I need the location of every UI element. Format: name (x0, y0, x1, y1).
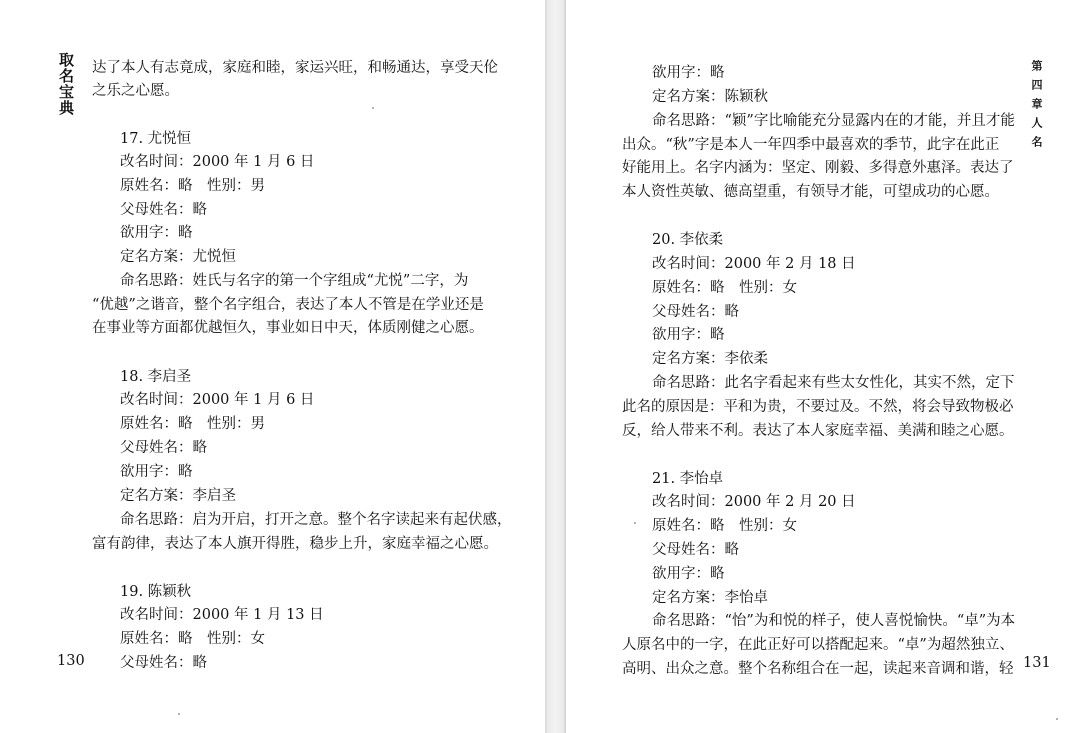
text-line: 改名时间：2000 年 2 月 20 日 (652, 494, 856, 510)
text-line: 父母姓名：略 (652, 542, 739, 558)
text-line: 命名思路：此名字看起来有些太女性化，其实不然，定下 (652, 375, 1015, 391)
text-line: 改名时间：2000 年 1 月 13 日 (120, 607, 324, 623)
text-line: 此名的原因是：平和为贵，不要过及。不然，将会导致物极必 (622, 399, 1014, 415)
text-line: 改名时间：2000 年 2 月 18 日 (652, 256, 856, 272)
entry-heading: 18. 李启圣 (120, 369, 192, 385)
right-page (566, 0, 1089, 733)
entry-heading: 19. 陈颖秋 (120, 584, 192, 600)
text-line: 父母姓名：略 (120, 440, 207, 456)
text-line: 命名思路：“怡”为和悦的样子，使人喜悦愉快。“卓”为本 (652, 613, 1016, 629)
text-line: 高明、出众之意。整个名称组合在一起，读起来音调和谐，轻 (622, 661, 1014, 677)
text-line: 人原名中的一字，在此正好可以搭配起来。“卓”为超然独立、 (622, 637, 1014, 653)
entry-heading: 20. 李依柔 (652, 232, 724, 248)
text-line: 富有韵律，表达了本人旗开得胜，稳步上升，家庭幸福之心愿。 (92, 536, 498, 552)
page-number: 130 (57, 653, 85, 669)
scan-speck (178, 713, 180, 715)
text-line: 原姓名：略 性别：女 (652, 518, 797, 534)
text-line: 定名方案：李依柔 (652, 351, 768, 367)
text-line: 之乐之心愿。 (92, 83, 179, 99)
text-line: 定名方案：陈颖秋 (652, 89, 768, 105)
text-line: 欲用字：略 (652, 327, 725, 343)
book-title-vertical: 取名宝典 (57, 52, 75, 116)
text-line: 改名时间：2000 年 1 月 6 日 (120, 154, 315, 170)
text-line: 原姓名：略 性别：男 (120, 416, 265, 432)
text-line: 原姓名：略 性别：女 (120, 631, 265, 647)
text-line: 好能用上。名字内涵为：坚定、刚毅、多得意外惠泽。表达了 (622, 160, 1014, 176)
text-line: 父母姓名：略 (120, 202, 207, 218)
text-line: 原姓名：略 性别：女 (652, 280, 797, 296)
text-line: 欲用字：略 (652, 65, 725, 81)
text-line: 欲用字：略 (120, 225, 193, 241)
text-line: 欲用字：略 (120, 464, 193, 480)
scan-speck (634, 522, 636, 524)
text-line: “优越”之谐音，整个名字组合，表达了本人不管是在学业还是 (92, 297, 484, 313)
text-line: 定名方案：李怡卓 (652, 590, 768, 606)
text-line: 父母姓名：略 (652, 304, 739, 320)
text-line: 命名思路：姓氏与名字的第一个字组成“尤悦”二字，为 (120, 273, 469, 289)
text-line: 改名时间：2000 年 1 月 6 日 (120, 392, 315, 408)
text-line: 定名方案：李启圣 (120, 488, 236, 504)
text-line: 本人资性英敏、德高望重，有领导才能，可望成功的心愿。 (622, 184, 999, 200)
entry-heading: 21. 李怡卓 (652, 471, 724, 487)
chapter-title-vertical: 第四章人名 (1030, 60, 1043, 155)
scan-speck (372, 107, 374, 109)
text-line: 命名思路：“颖”字比喻能充分显露内在的才能，并且才能 (652, 113, 1015, 129)
text-line: 在事业等方面都优越恒久，事业如日中天，体质刚健之心愿。 (92, 320, 484, 336)
page-gutter (545, 0, 566, 733)
text-line: 父母姓名：略 (120, 655, 207, 671)
text-line: 欲用字：略 (652, 566, 725, 582)
text-line: 命名思路：启为开启，打开之意。整个名字读起来有起伏感， (120, 512, 512, 528)
text-line: 反，给人带来不利。表达了本人家庭幸福、美满和睦之心愿。 (622, 423, 1014, 439)
text-line: 原姓名：略 性别：男 (120, 178, 265, 194)
text-line: 达了本人有志竟成，家庭和睦，家运兴旺，和畅通达，享受天伦 (92, 60, 498, 76)
text-line: 定名方案：尤悦恒 (120, 249, 236, 265)
text-line: 出众。“秋”字是本人一年四季中最喜欢的季节，此字在此正 (622, 137, 1000, 153)
scan-speck (1056, 718, 1058, 720)
page-number: 131 (1023, 655, 1051, 671)
entry-heading: 17. 尤悦恒 (120, 131, 192, 147)
